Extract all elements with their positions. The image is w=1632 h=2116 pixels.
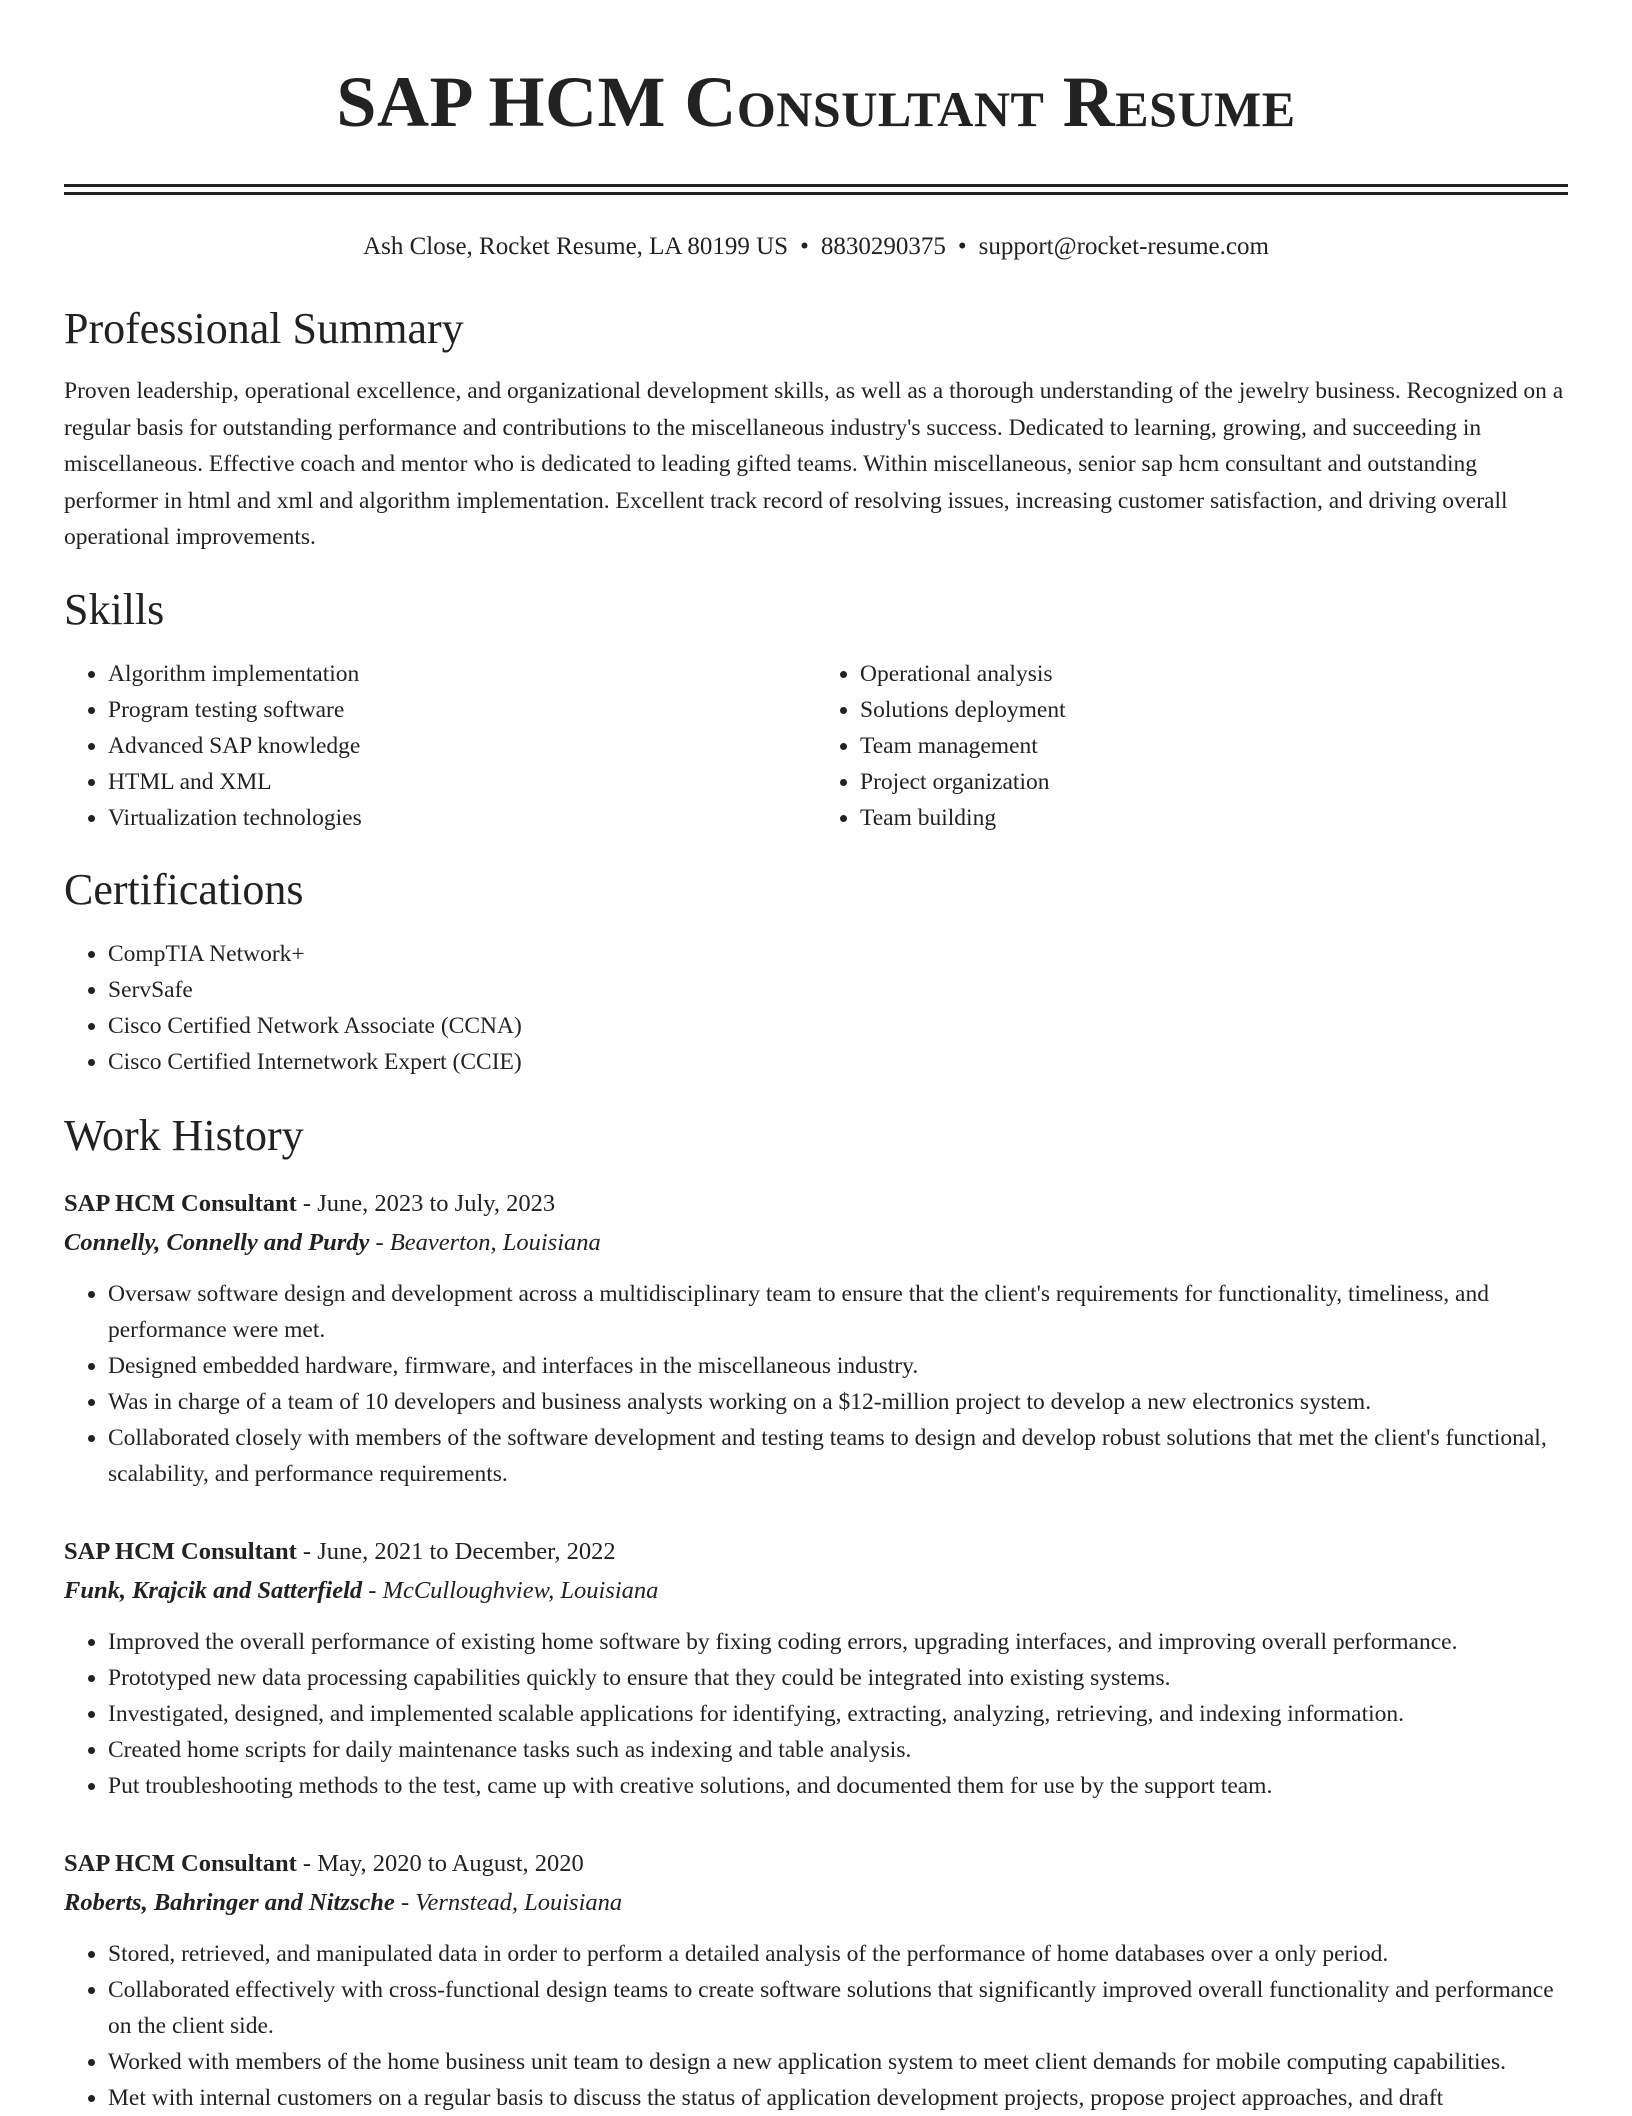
certifications-section	[64, 864, 1568, 1080]
skills-list-left	[64, 656, 816, 836]
skill-item: • Virtualization technologies	[108, 800, 816, 836]
skill-item: • HTML and XML	[108, 764, 816, 800]
skill-item: • Program testing software	[108, 692, 816, 728]
skill-item: • Project organization	[860, 764, 1568, 800]
job-bullet: • Designed embedded hardware, firmware, and interfaces in the miscellaneous industry.	[108, 1348, 1568, 1384]
job-bullets	[64, 1936, 1568, 2116]
job-dash: -	[369, 1228, 390, 1256]
job-company-line	[64, 1883, 1568, 1922]
job-bullet: • Collaborated closely with members of the software development and testing teams to design and develop robust solutions that met the client's functional, scalability, and performance requirements.	[108, 1420, 1568, 1492]
job-bullet: • Met with internal customers on a regular basis to discuss the status of application development projects, propose project approaches, and draft	[108, 2080, 1568, 2116]
contact-separator: •	[800, 233, 809, 260]
job-company: Connelly, Connelly and Purdy	[64, 1228, 370, 1256]
job-bullet: • Collaborated effectively with cross-functional design teams to create software solutions that significantly improved overall functionality and performance on the client side.	[108, 1972, 1568, 2044]
job-company: Roberts, Bahringer and Nitzsche	[64, 1888, 395, 1916]
certification-item: • Cisco Certified Network Associate (CCNA)	[108, 1008, 1568, 1044]
skill-item: • Team management	[860, 728, 1568, 764]
skills-list-right	[816, 656, 1568, 836]
certification-item: • Cisco Certified Internetwork Expert (CCIE)	[108, 1044, 1568, 1080]
contact-address: Ash Close, Rocket Resume, LA 80199 US	[363, 233, 789, 260]
resume-title: SAP HCM Consultant Resume	[336, 62, 1296, 142]
skills-heading: Skills	[64, 584, 165, 634]
job-company-line	[64, 1571, 1568, 1610]
summary-section	[64, 303, 1568, 556]
certification-item: • CompTIA Network+	[108, 936, 1568, 972]
job-location: Beaverton, Louisiana	[389, 1228, 601, 1256]
skill-item: • Operational analysis	[860, 656, 1568, 692]
skills-grid	[64, 656, 1568, 836]
job-bullet: • Prototyped new data processing capabilities quickly to ensure that they could be integrated into existing systems.	[108, 1660, 1568, 1696]
job-dates: June, 2021 to December, 2022	[317, 1537, 616, 1565]
job-dates: June, 2023 to July, 2023	[317, 1189, 556, 1217]
job-entry	[64, 1844, 1568, 2116]
job-title-line	[64, 1184, 1568, 1223]
skill-item: • Team building	[860, 800, 1568, 836]
contact-email: support@rocket-resume.com	[978, 233, 1269, 260]
contact-line	[64, 231, 1568, 263]
work-history-heading: Work History	[64, 1110, 304, 1160]
job-dash: -	[394, 1888, 416, 1916]
contact-separator: •	[957, 233, 967, 260]
job-role: SAP HCM Consultant	[64, 1849, 297, 1877]
job-bullets	[64, 1624, 1568, 1804]
job-location: Vernstead, Louisiana	[415, 1888, 623, 1916]
job-bullet: • Stored, retrieved, and manipulated data in order to perform a detailed analysis of the performance of home databases over a only period.	[108, 1936, 1568, 1972]
certification-item: • ServSafe	[108, 972, 1568, 1008]
job-bullet: • Investigated, designed, and implemented scalable applications for identifying, extracting, analyzing, retrieving, and indexing information.	[108, 1696, 1568, 1732]
job-role: SAP HCM Consultant	[64, 1537, 297, 1565]
job-entry	[64, 1532, 1568, 1804]
job-bullet: • Put troubleshooting methods to the test, came up with creative solutions, and documented them for use by the support team.	[108, 1768, 1568, 1804]
job-company-line	[64, 1223, 1568, 1262]
job-bullet: • Worked with members of the home business unit team to design a new application system to meet client demands for mobile computing capabilities.	[108, 2044, 1568, 2080]
certifications-heading: Certifications	[64, 864, 304, 914]
job-entry	[64, 1184, 1568, 1492]
job-company: Funk, Krajcik and Satterfield	[64, 1576, 363, 1604]
job-dash: -	[296, 1189, 318, 1217]
skills-section	[64, 584, 1568, 836]
job-bullets	[64, 1276, 1568, 1492]
job-bullet: • Created home scripts for daily maintenance tasks such as indexing and table analysis.	[108, 1732, 1568, 1768]
job-dash: -	[296, 1849, 318, 1877]
job-title-line	[64, 1532, 1568, 1571]
job-dash: -	[362, 1576, 383, 1604]
summary-text: Proven leadership, operational excellence, and organizational development skills, as well as a thorough understanding of the jewelry business. Recognized on a regular basis for outstanding performance and contributions to the miscellaneous industry's success. Dedicated to learning, growing, and succeeding in miscellaneous. Effective coach and mentor who is dedicated to leading gifted teams. Within miscellaneous, senior sap hcm consultant and outstanding performer in html and xml and algorithm implementation. Excellent track record of resolving issues, increasing customer satisfaction, and driving overall operational improvements.	[64, 378, 1564, 550]
skill-item: • Advanced SAP knowledge	[108, 728, 816, 764]
job-role: SAP HCM Consultant	[64, 1189, 297, 1217]
skill-item: • Solutions deployment	[860, 692, 1568, 728]
job-bullet: • Improved the overall performance of existing home software by fixing coding errors, upgrading interfaces, and improving overall performance.	[108, 1624, 1568, 1660]
skill-item: • Algorithm implementation	[108, 656, 816, 692]
certifications-list	[64, 936, 1568, 1080]
summary-heading: Professional Summary	[64, 304, 464, 353]
job-title-line	[64, 1844, 1568, 1883]
job-location: McCulloughview, Louisiana	[382, 1576, 659, 1604]
job-bullet: • Oversaw software design and development across a multidisciplinary team to ensure that the client's requirements for functionality, timeliness, and performance were met.	[108, 1276, 1568, 1348]
job-bullet: • Was in charge of a team of 10 developers and business analysts working on a $12-million project to develop a new electronics system.	[108, 1384, 1568, 1420]
work-history-section	[64, 1110, 1568, 2116]
contact-phone: 8830290375	[820, 233, 946, 260]
job-dates: May, 2020 to August, 2020	[317, 1849, 584, 1877]
job-dash: -	[296, 1537, 318, 1565]
title-double-rule	[64, 184, 1568, 195]
